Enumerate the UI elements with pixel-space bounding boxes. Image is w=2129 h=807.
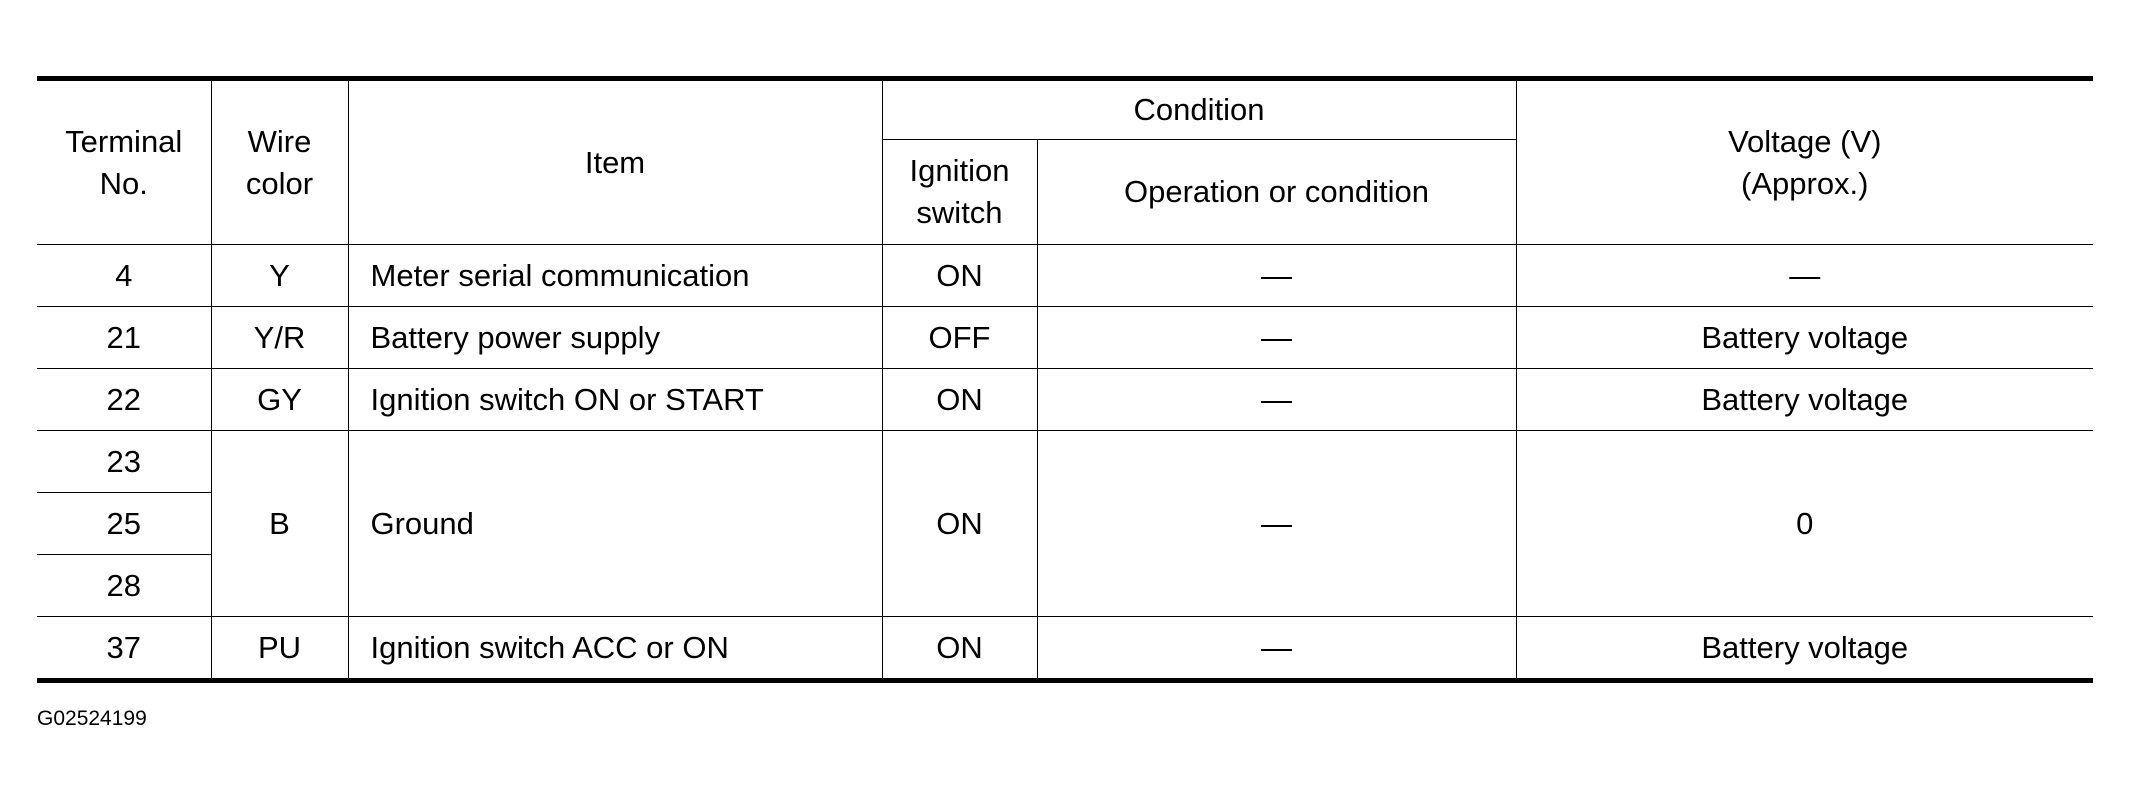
terminal-cell: 23 [37, 431, 211, 493]
wire-color-cell: Y/R [211, 307, 348, 369]
header-ignition-switch: Ignition switch [882, 140, 1037, 245]
voltage-cell: Battery voltage [1516, 307, 2093, 369]
header-item: Item [348, 79, 882, 245]
terminal-cell: 28 [37, 555, 211, 617]
terminal-cell: 21 [37, 307, 211, 369]
ignition-cell: ON [882, 245, 1037, 307]
wire-color-cell: Y [211, 245, 348, 307]
table-row [37, 369, 2093, 431]
figure-id: G02524199 [37, 707, 147, 730]
item-cell: Battery power supply [348, 307, 882, 369]
wire-color-cell: GY [211, 369, 348, 431]
item-cell: Ground [348, 431, 882, 617]
terminal-cell: 37 [37, 617, 211, 681]
header-voltage: Voltage (V) (Approx.) [1516, 79, 2093, 245]
item-cell: Meter serial communication [348, 245, 882, 307]
header-wire-color: Wire color [211, 79, 348, 245]
header-row-1 [37, 79, 2093, 140]
header-terminal-no: Terminal No. [37, 79, 211, 245]
header-condition: Condition [882, 79, 1516, 140]
table-row [37, 431, 2093, 493]
ignition-cell: ON [882, 617, 1037, 681]
operation-cell: — [1037, 431, 1516, 617]
voltage-cell: 0 [1516, 431, 2093, 617]
table-row [37, 245, 2093, 307]
wire-color-cell: B [211, 431, 348, 617]
terminal-cell: 4 [37, 245, 211, 307]
item-cell: Ignition switch ON or START [348, 369, 882, 431]
operation-cell: — [1037, 617, 1516, 681]
header-operation-or-condition: Operation or condition [1037, 140, 1516, 245]
voltage-cell: Battery voltage [1516, 369, 2093, 431]
ignition-cell: ON [882, 369, 1037, 431]
operation-cell: — [1037, 369, 1516, 431]
ignition-cell: OFF [882, 307, 1037, 369]
table-row [37, 307, 2093, 369]
terminal-cell: 25 [37, 493, 211, 555]
terminal-cell: 22 [37, 369, 211, 431]
ignition-cell: ON [882, 431, 1037, 617]
voltage-cell: — [1516, 245, 2093, 307]
voltage-cell: Battery voltage [1516, 617, 2093, 681]
wire-color-cell: PU [211, 617, 348, 681]
operation-cell: — [1037, 307, 1516, 369]
terminal-voltage-table [37, 76, 2093, 683]
item-cell: Ignition switch ACC or ON [348, 617, 882, 681]
table-row [37, 617, 2093, 681]
operation-cell: — [1037, 245, 1516, 307]
